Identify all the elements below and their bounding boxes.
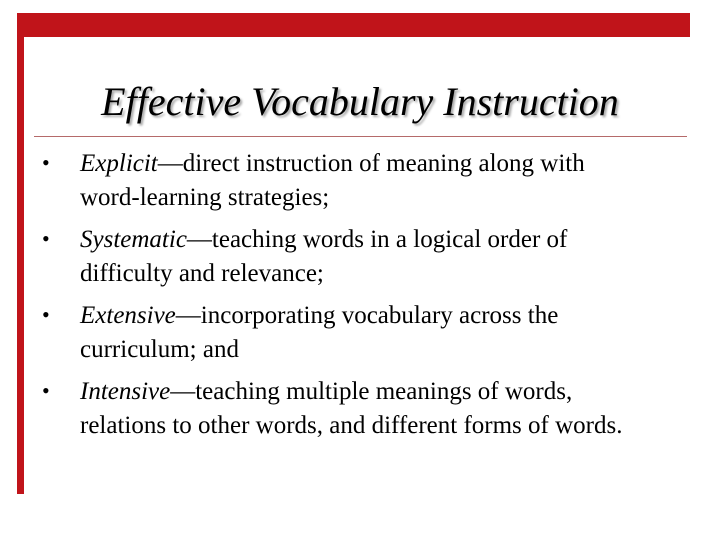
bullet-term: Extensive xyxy=(80,302,176,329)
title-divider xyxy=(34,136,687,137)
bullet-icon: • xyxy=(42,226,50,251)
slide-title: Effective Vocabulary Instruction xyxy=(101,79,619,124)
list-item xyxy=(0,223,650,291)
list-item xyxy=(0,147,650,215)
bullet-icon: • xyxy=(42,150,50,175)
bullet-text: —teaching multiple meanings of words, relations to other words, and different forms of words. xyxy=(80,378,623,439)
bullet-term: Systematic xyxy=(80,226,187,253)
bullet-term: Intensive xyxy=(80,378,171,405)
list-item xyxy=(0,375,650,443)
bullet-text: —teaching words in a logical order of difficulty and relevance; xyxy=(80,226,568,287)
bullet-term: Explicit xyxy=(80,150,158,177)
bullet-icon: • xyxy=(42,302,50,327)
bullet-text: —incorporating vocabulary across the curriculum; and xyxy=(80,302,559,363)
bullet-text: —direct instruction of meaning along with word-learning strategies; xyxy=(80,150,585,211)
top-accent-bar xyxy=(17,13,690,37)
bullet-icon: • xyxy=(42,378,50,403)
bullet-list xyxy=(0,147,720,451)
list-item xyxy=(0,299,650,367)
